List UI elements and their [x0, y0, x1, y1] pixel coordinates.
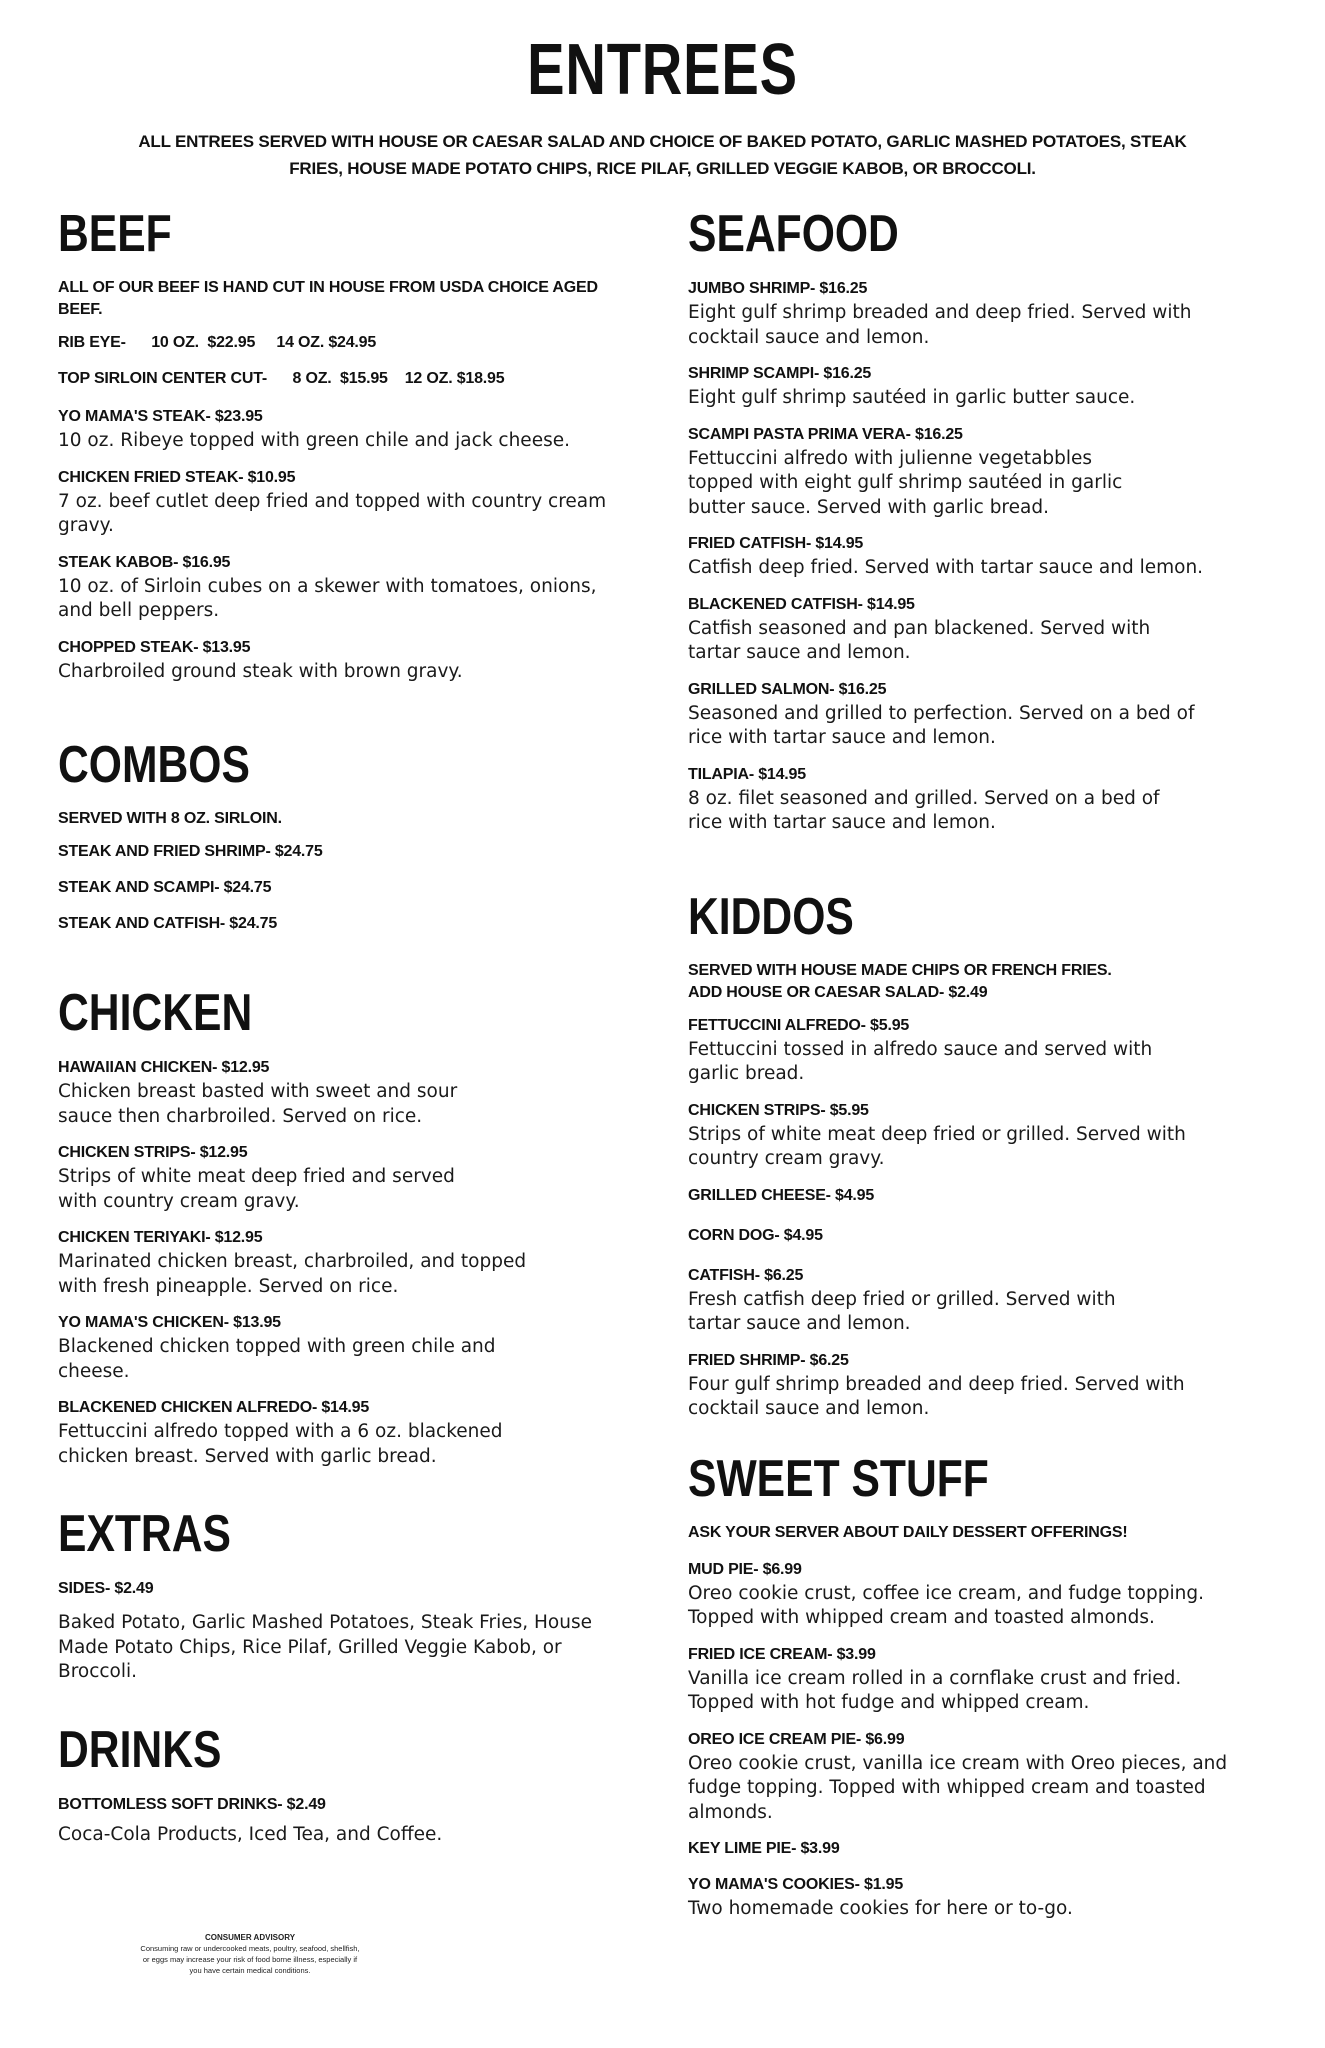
- section-heading: EXTRAS: [58, 1505, 231, 1563]
- section-note: ADD HOUSE OR CAESAR SALAD- $2.49: [688, 983, 988, 1001]
- section-beef: [58, 205, 618, 684]
- item-description: 10 oz. of Sirloin cubes on a skewer with tomatoes, onions, and bell peppers.: [58, 575, 597, 621]
- menu-item: [58, 1141, 498, 1214]
- section-combos: [58, 736, 618, 936]
- item-name: STEAK AND CATFISH- $24.75: [58, 915, 278, 932]
- item-description: Chicken breast basted with sweet and sour sauce then charbroiled. Served on rice.: [58, 1081, 458, 1127]
- menu-item: [58, 405, 618, 454]
- item-name: FETTUCCINI ALFREDO- $5.95: [688, 1016, 910, 1034]
- item-description: Catfish seasoned and pan blackened. Served with tartar sauce and lemon.: [688, 617, 1151, 663]
- item-name: MUD PIE- $6.99: [688, 1560, 802, 1578]
- section-note: SERVED WITH 8 OZ. SIRLOIN.: [58, 810, 282, 827]
- advisory-text: Consuming raw or undercooked meats, poultry, seafood, shellfish, or eggs may increase your risk of food borne illness, especially if you have certain medical conditions.: [140, 1944, 360, 1975]
- item-name: CORN DOG- $4.95: [688, 1226, 823, 1244]
- menu-item: [58, 1577, 618, 1685]
- item-description: 10 oz. Ribeye topped with green chile and jack cheese.: [58, 430, 570, 451]
- menu-item: [688, 593, 1208, 666]
- menu-item: [58, 331, 618, 355]
- item-name: STEAK AND SCAMPI- $24.75: [58, 879, 272, 896]
- item-description: Eight gulf shrimp breaded and deep fried. Served with cocktail sauce and lemon.: [688, 302, 1192, 348]
- item-name: JUMBO SHRIMP- $16.25: [688, 280, 868, 297]
- advisory-title: CONSUMER ADVISORY: [204, 1933, 296, 1942]
- item-name: OREO ICE CREAM PIE- $6.99: [688, 1730, 905, 1748]
- menu-item: [688, 1873, 1278, 1922]
- menu-item: [688, 1264, 1158, 1337]
- item-name: KEY LIME PIE- $3.99: [688, 1840, 840, 1857]
- item-description: Fettuccini tossed in alfredo sauce and served with garlic bread.: [688, 1038, 1153, 1084]
- item-description: Fresh catfish deep fried or grilled. Served with tartar sauce and lemon.: [688, 1288, 1116, 1334]
- left-column: [58, 205, 618, 1859]
- menu-item: [688, 1014, 1178, 1087]
- menu-item: [688, 1558, 1248, 1631]
- item-name: YO MAMA'S STEAK- $23.95: [58, 408, 263, 425]
- item-description: Blackened chicken topped with green chile and cheese.: [58, 1336, 496, 1382]
- item-description: Marinated chicken breast, charbroiled, and topped with fresh pineapple. Served on rice.: [58, 1251, 527, 1297]
- item-name: CHICKEN STRIPS- $5.95: [688, 1101, 869, 1119]
- section-extras: [58, 1505, 618, 1685]
- item-name: STEAK AND FRIED SHRIMP- $24.75: [58, 843, 323, 860]
- menu-item: [688, 277, 1198, 350]
- section-sweet-stuff: [688, 1450, 1278, 1922]
- menu-item: [688, 763, 1198, 836]
- menu-item: [58, 1056, 498, 1129]
- section-seafood: [688, 205, 1278, 836]
- item-name: GRILLED SALMON- $16.25: [688, 680, 887, 698]
- item-name: SHRIMP SCAMPI- $16.25: [688, 365, 872, 382]
- item-name: HAWAIIAN CHICKEN- $12.95: [58, 1059, 270, 1076]
- page-title: ENTREES: [527, 30, 798, 110]
- section-heading: SWEET STUFF: [688, 1449, 989, 1508]
- section-kiddos: [688, 888, 1278, 1422]
- menu-item: [58, 1226, 528, 1299]
- item-name: SCAMPI PASTA PRIMA VERA- $16.25: [688, 425, 963, 443]
- item-description: Catfish deep fried. Served with tartar sauce and lemon.: [688, 557, 1204, 578]
- section-note: ASK YOUR SERVER ABOUT DAILY DESSERT OFFERINGS!: [688, 1523, 1128, 1541]
- right-column: [688, 205, 1278, 1934]
- item-name: CHICKEN FRIED STEAK- $10.95: [58, 468, 296, 486]
- section-heading: BEEF: [58, 205, 172, 263]
- consumer-advisory: [140, 1932, 360, 1976]
- item-description: Strips of white meat deep fried and served with country cream gravy.: [58, 1166, 455, 1212]
- item-description: Two homemade cookies for here or to-go.: [688, 1898, 1073, 1919]
- item-name: CATFISH- $6.25: [688, 1266, 804, 1284]
- section-heading: COMBOS: [58, 736, 250, 794]
- menu-item: [58, 551, 618, 624]
- menu-item: [688, 1184, 1278, 1208]
- section-heading: KIDDOS: [688, 887, 854, 946]
- item-description: Seasoned and grilled to perfection. Served on a bed of rice with tartar sauce and lemon.: [688, 702, 1195, 748]
- item-description: Four gulf shrimp breaded and deep fried. Served with cocktail sauce and lemon.: [688, 1373, 1185, 1419]
- item-name: YO MAMA'S CHICKEN- $13.95: [58, 1314, 281, 1331]
- menu-item: [688, 1837, 1278, 1861]
- item-name: TOP SIRLOIN CENTER CUT- 8 OZ. $15.95 12 OZ. $18.95: [58, 370, 505, 387]
- item-name: YO MAMA'S COOKIES- $1.95: [688, 1876, 904, 1893]
- menu-item: [688, 1728, 1248, 1826]
- item-description: Oreo cookie crust, vanilla ice cream with Oreo pieces, and fudge topping. Topped with whipped cream and toasted almonds.: [688, 1752, 1228, 1823]
- item-description: Strips of white meat deep fried or grilled. Served with country cream gravy.: [688, 1123, 1186, 1169]
- item-description: Baked Potato, Garlic Mashed Potatoes, Steak Fries, House Made Potato Chips, Rice Pilaf, Grilled Veggie Kabob, or Broccoli.: [58, 1612, 592, 1682]
- menu-item: [688, 532, 1278, 581]
- menu-item: [58, 1793, 618, 1848]
- section-chicken: [58, 984, 618, 1469]
- item-description: Eight gulf shrimp sautéed in garlic butter sauce.: [688, 387, 1136, 408]
- section-heading: CHICKEN: [58, 984, 253, 1042]
- section-note: ALL OF OUR BEEF IS HAND CUT IN HOUSE FROM USDA CHOICE AGED BEEF.: [58, 279, 598, 318]
- item-name: SIDES- $2.49: [58, 1580, 154, 1597]
- section-heading: DRINKS: [58, 1720, 222, 1779]
- item-name: CHICKEN TERIYAKI- $12.95: [58, 1229, 263, 1246]
- item-name: FRIED SHRIMP- $6.25: [688, 1351, 849, 1369]
- item-description: Fettuccini alfredo with julienne vegetabbles topped with eight gulf shrimp sautéed in garlic butter sauce. Served with garlic bread.: [688, 447, 1123, 518]
- item-name: BOTTOMLESS SOFT DRINKS- $2.49: [58, 1795, 326, 1813]
- menu-item: [58, 466, 618, 539]
- menu-item: [58, 367, 618, 391]
- menu-item: [688, 678, 1228, 751]
- page-subtitle: ALL ENTREES SERVED WITH HOUSE OR CAESAR SALAD AND CHOICE OF BAKED POTATO, GARLIC MASHED POTATOES, STEAK FRIES, HOUSE MADE POTATO CHIPS, RICE PILAF, GRILLED VEGGIE KABOB, OR BROCCOLI.: [138, 132, 1187, 178]
- menu-item: [688, 1643, 1208, 1716]
- item-name: GRILLED CHEESE- $4.95: [688, 1186, 875, 1204]
- item-description: 7 oz. beef cutlet deep fried and topped with country cream gravy.: [58, 490, 607, 536]
- section-heading: SEAFOOD: [688, 205, 899, 263]
- menu-item: [58, 912, 618, 936]
- item-description: Fettuccini alfredo topped with a 6 oz. blackened chicken breast. Served with garlic bread.: [58, 1421, 503, 1467]
- section-note: SERVED WITH HOUSE MADE CHIPS OR FRENCH FRIES.: [688, 961, 1112, 979]
- section-drinks: [58, 1721, 618, 1848]
- item-name: STEAK KABOB- $16.95: [58, 553, 231, 571]
- menu-item: [688, 1349, 1198, 1422]
- menu-item: [58, 840, 618, 864]
- item-description: Oreo cookie crust, coffee ice cream, and fudge topping. Topped with whipped cream and toasted almonds.: [688, 1582, 1204, 1628]
- item-name: TILAPIA- $14.95: [688, 765, 806, 783]
- menu-item: [688, 1224, 1278, 1248]
- item-name: BLACKENED CATFISH- $14.95: [688, 595, 915, 613]
- item-name: CHICKEN STRIPS- $12.95: [58, 1144, 248, 1161]
- item-name: BLACKENED CHICKEN ALFREDO- $14.95: [58, 1399, 370, 1416]
- menu-item: [688, 423, 1138, 521]
- item-description: 8 oz. filet seasoned and grilled. Served on a bed of rice with tartar sauce and lemon.: [688, 787, 1160, 833]
- menu-item: [58, 1311, 498, 1384]
- menu-item: [688, 1099, 1228, 1172]
- item-description: Vanilla ice cream rolled in a cornflake crust and fried. Topped with hot fudge and whipped cream.: [688, 1667, 1182, 1713]
- menu-item: [58, 1396, 548, 1469]
- item-name: RIB EYE- 10 OZ. $22.95 14 OZ. $24.95: [58, 334, 377, 351]
- item-name: FRIED ICE CREAM- $3.99: [688, 1645, 876, 1663]
- item-name: FRIED CATFISH- $14.95: [688, 535, 864, 552]
- item-description: Coca-Cola Products, Iced Tea, and Coffee.: [58, 1823, 443, 1845]
- menu-item: [58, 636, 618, 685]
- item-description: Charbroiled ground steak with brown gravy.: [58, 660, 463, 682]
- menu-item: [688, 362, 1278, 411]
- menu-item: [58, 876, 618, 900]
- item-name: CHOPPED STEAK- $13.95: [58, 638, 251, 656]
